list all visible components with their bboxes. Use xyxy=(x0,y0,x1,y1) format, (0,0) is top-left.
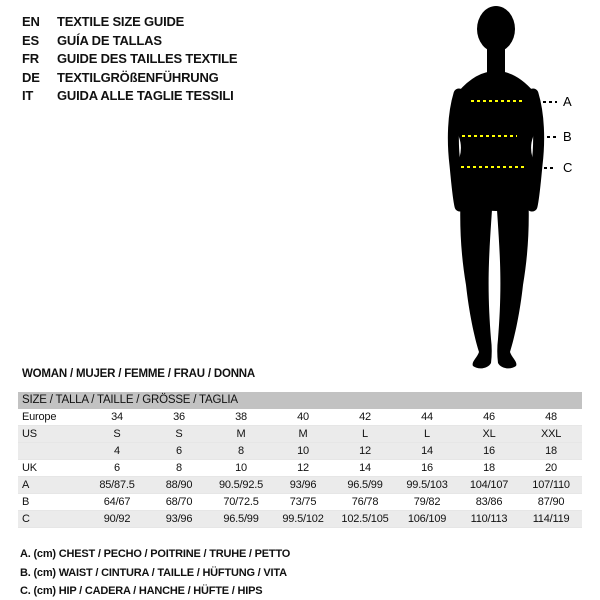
size-cell: 93/96 xyxy=(272,477,334,494)
legend-line: A. (cm) CHEST / PECHO / POITRINE / TRUHE / PETTO xyxy=(20,548,291,560)
size-cell: L xyxy=(396,426,458,443)
size-cell: 20 xyxy=(520,460,582,477)
waist-line-extension xyxy=(523,136,556,138)
measurement-legend xyxy=(20,545,290,600)
size-cell: 76/78 xyxy=(334,494,396,511)
size-cell: 42 xyxy=(334,409,396,426)
table-row xyxy=(18,460,582,477)
language-title: GUIDE DES TAILLES TEXTILE xyxy=(57,51,238,66)
size-cell: 96.5/99 xyxy=(334,477,396,494)
size-cell: 110/113 xyxy=(458,511,520,528)
waist-line-body xyxy=(462,135,517,137)
measure-label-b: B xyxy=(563,129,572,144)
size-cell: 68/70 xyxy=(148,494,210,511)
table-row xyxy=(18,409,582,426)
size-cell: 107/110 xyxy=(520,477,582,494)
size-cell: 96.5/99 xyxy=(210,511,272,528)
silhouette-left-arm xyxy=(453,94,460,206)
table-row xyxy=(18,494,582,511)
language-code: DE xyxy=(22,69,40,85)
language-code: EN xyxy=(22,14,40,29)
size-cell: 88/90 xyxy=(148,477,210,494)
language-title: TEXTILE SIZE GUIDE xyxy=(57,14,185,29)
size-cell: 99.5/103 xyxy=(396,477,458,494)
language-code: IT xyxy=(22,88,34,103)
size-cell: L xyxy=(334,426,396,443)
size-cell: 40 xyxy=(272,409,334,426)
silhouette-neck xyxy=(487,42,505,74)
legend-line: B. (cm) WAIST / CINTURA / TAILLE / HÜFTUNG / VITA xyxy=(20,566,287,579)
measure-label-c: C xyxy=(563,160,573,175)
size-cell: 83/86 xyxy=(458,494,520,511)
size-cell: 114/119 xyxy=(520,511,582,528)
size-cell: 34 xyxy=(86,409,148,426)
row-label: A xyxy=(18,477,86,494)
silhouette-right-leg xyxy=(496,188,529,368)
size-cell: 38 xyxy=(210,409,272,426)
size-table-header: SIZE / TALLA / TAILLE / GRÖSSE / TAGLIA xyxy=(18,392,582,409)
row-label: Europe xyxy=(18,409,86,426)
row-label: C xyxy=(18,511,86,528)
size-cell: 6 xyxy=(148,443,210,460)
size-cell: 10 xyxy=(272,443,334,460)
row-label xyxy=(18,443,86,460)
size-cell: XL xyxy=(458,426,520,443)
size-cell: 70/72.5 xyxy=(210,494,272,511)
row-label: B xyxy=(18,494,86,511)
language-title: GUIDA ALLE TAGLIE TESSILI xyxy=(57,88,234,103)
size-cell: 12 xyxy=(272,460,334,477)
hip-line-body xyxy=(461,166,525,168)
size-cell: 4 xyxy=(86,443,148,460)
size-cell: 36 xyxy=(148,409,210,426)
language-code: FR xyxy=(22,51,39,66)
legend-line: C. (cm) HIP / CADERA / HANCHE / HÜFTE / HIPS xyxy=(20,585,263,597)
size-cell: 46 xyxy=(458,409,520,426)
measure-label-a: A xyxy=(563,94,572,109)
size-cell: XXL xyxy=(520,426,582,443)
table-row xyxy=(18,511,582,528)
size-table xyxy=(18,392,582,528)
size-cell: 48 xyxy=(520,409,582,426)
language-code: ES xyxy=(22,32,39,48)
size-cell: 85/87.5 xyxy=(86,477,148,494)
size-cell: M xyxy=(210,426,272,443)
size-cell: 44 xyxy=(396,409,458,426)
size-cell: 16 xyxy=(458,443,520,460)
language-title: TEXTILGRÖßENFÜHRUNG xyxy=(57,69,219,85)
size-cell: 90.5/92.5 xyxy=(210,477,272,494)
size-cell: 14 xyxy=(334,460,396,477)
table-row xyxy=(18,426,582,443)
size-cell: 16 xyxy=(396,460,458,477)
size-cell: S xyxy=(86,426,148,443)
table-row xyxy=(18,443,582,460)
table-row xyxy=(18,477,582,494)
size-cell: S xyxy=(148,426,210,443)
gender-heading: WOMAN / MUJER / FEMME / FRAU / DONNA xyxy=(22,368,256,380)
size-cell: 8 xyxy=(210,443,272,460)
size-cell: 106/109 xyxy=(396,511,458,528)
row-label: US xyxy=(18,426,86,443)
size-cell: 73/75 xyxy=(272,494,334,511)
size-cell: 14 xyxy=(396,443,458,460)
row-label: UK xyxy=(18,460,86,477)
size-cell: 12 xyxy=(334,443,396,460)
size-cell: 6 xyxy=(86,460,148,477)
size-cell: 79/82 xyxy=(396,494,458,511)
silhouette-right-arm xyxy=(532,94,539,206)
size-cell: M xyxy=(272,426,334,443)
size-cell: 102.5/105 xyxy=(334,511,396,528)
size-cell: 64/67 xyxy=(86,494,148,511)
size-cell: 18 xyxy=(520,443,582,460)
size-table-body xyxy=(18,409,582,528)
size-cell: 90/92 xyxy=(86,511,148,528)
size-cell: 99.5/102 xyxy=(272,511,334,528)
chest-line-extension xyxy=(531,101,557,103)
language-title: GUÍA DE TALLAS xyxy=(57,32,162,48)
hip-line-extension xyxy=(532,167,556,169)
size-cell: 104/107 xyxy=(458,477,520,494)
size-cell: 8 xyxy=(148,460,210,477)
silhouette-left-leg xyxy=(460,188,493,368)
chest-line-body xyxy=(471,100,523,102)
size-cell: 87/90 xyxy=(520,494,582,511)
size-cell: 10 xyxy=(210,460,272,477)
size-cell: 18 xyxy=(458,460,520,477)
size-cell: 93/96 xyxy=(148,511,210,528)
